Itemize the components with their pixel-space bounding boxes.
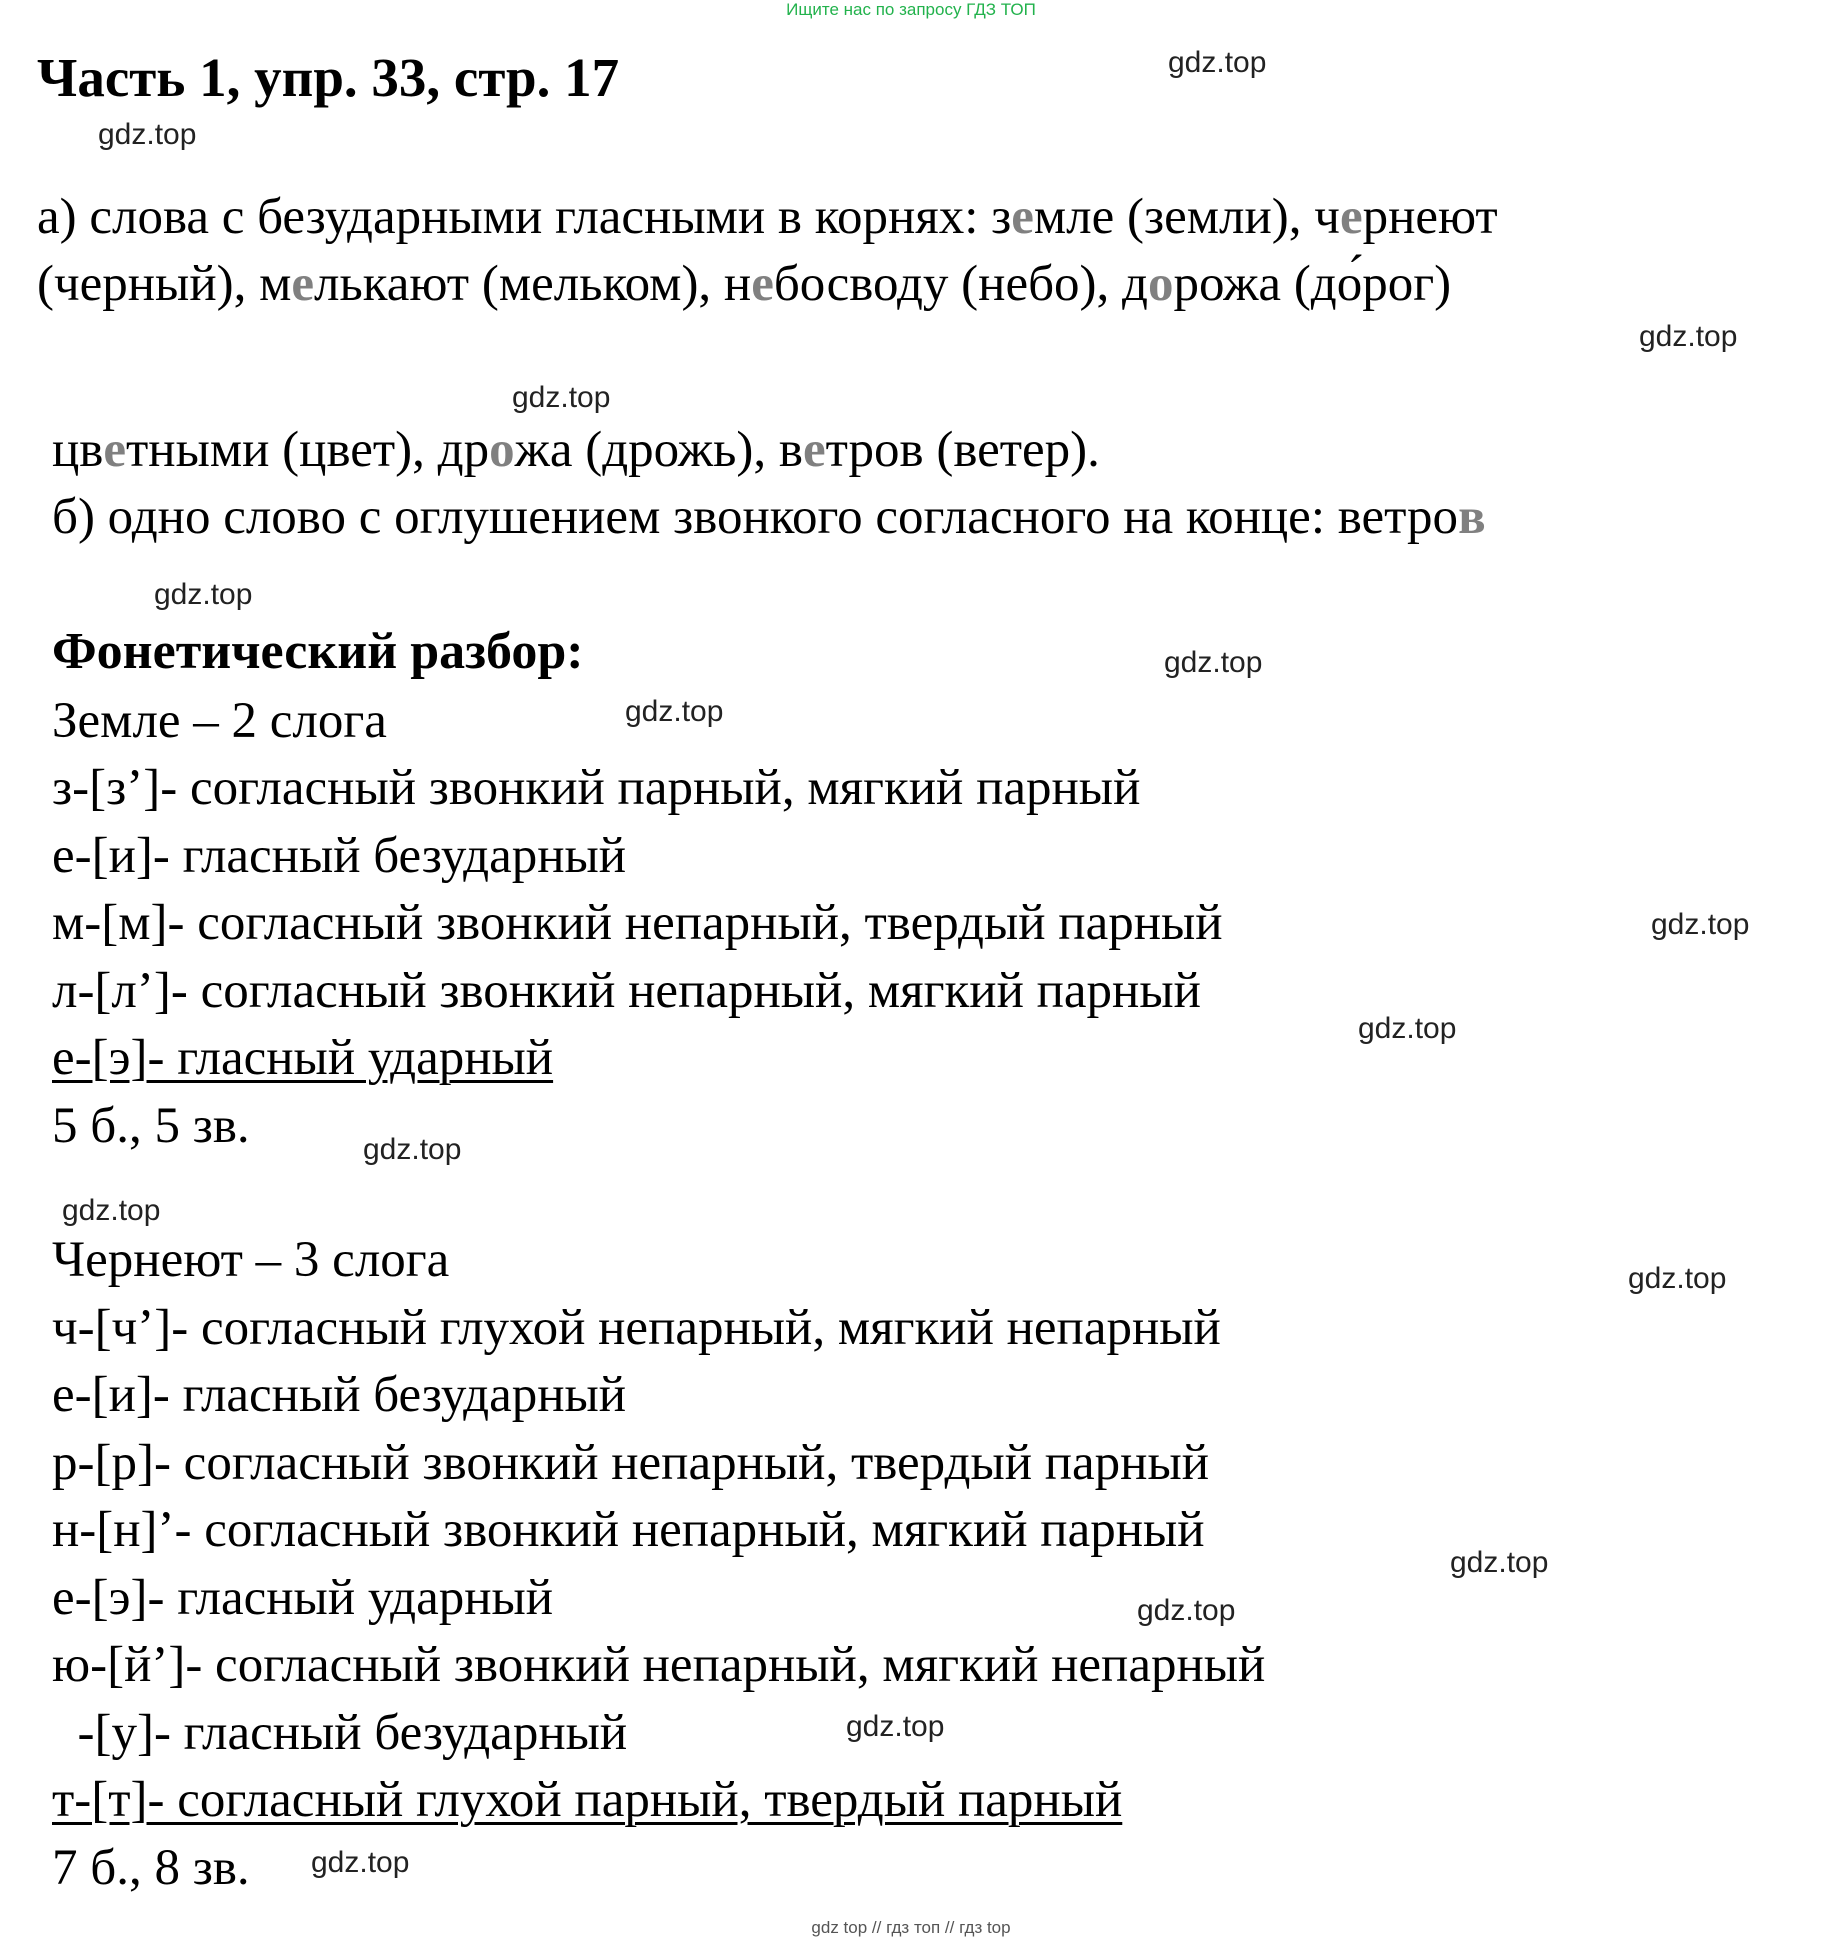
word1-sound-3: м-[м]- согласный звонкий непарный, твердый парный [52,895,1223,951]
part-a-line-1: а) слова с безударными гласными в корнях: земле (земли), чернеют [37,189,1498,245]
word1-sound-4: л-[л’]- согласный звонкий непарный, мягкий парный [52,963,1201,1019]
word1-sound-5: е-[э]- гласный ударный [52,1030,554,1086]
word2-sound-3: р-[р]- согласный звонкий непарный, твердый парный [52,1435,1210,1491]
footer-links[interactable]: gdz top // гдз топ // гдз top [811,1918,1011,1937]
watermark: gdz.top [1168,46,1267,79]
watermark: gdz.top [1628,1262,1727,1295]
watermark: gdz.top [625,695,724,728]
word2-title: Чернеют – 3 слога [52,1232,450,1288]
word2-sound-8: т-[т]- согласный глухой парный, твердый парный [52,1772,1123,1828]
watermark: gdz.top [154,578,253,611]
word2-sound-7: -[у]- гласный безударный [52,1705,628,1761]
watermark: gdz.top [311,1846,410,1879]
part-a-line-2: (черный), мелькают (мельком), небосводу (небо), дорожа (до́рог) [37,256,1452,312]
watermark: gdz.top [1639,320,1738,353]
word2-sound-4: н-[н]’- согласный звонкий непарный, мягкий парный [52,1502,1205,1558]
word1-title: Земле – 2 слога [52,693,387,749]
watermark: gdz.top [1137,1594,1236,1627]
watermark: gdz.top [1164,646,1263,679]
word2-sound-6: ю-[й’]- согласный звонкий непарный, мягкий непарный [52,1637,1266,1693]
word1-sound-1: з-[з’]- согласный звонкий парный, мягкий парный [52,760,1141,816]
watermark: gdz.top [846,1710,945,1743]
part-a-line-3: цветными (цвет), дрожа (дрожь), ветров (ветер). [52,422,1100,478]
watermark: gdz.top [98,118,197,151]
watermark: gdz.top [363,1133,462,1166]
watermark: gdz.top [1358,1012,1457,1045]
watermark: gdz.top [512,381,611,414]
watermark: gdz.top [1450,1546,1549,1579]
watermark: gdz.top [62,1194,161,1227]
word2-sound-5: е-[э]- гласный ударный [52,1570,554,1626]
word2-sound-1: ч-[ч’]- согласный глухой непарный, мягкий непарный [52,1300,1221,1356]
analysis-heading: Фонетический разбор: [52,623,584,680]
watermark: gdz.top [1651,908,1750,941]
word2-summary: 7 б., 8 зв. [52,1840,250,1896]
word1-sound-2: е-[и]- гласный безударный [52,828,627,884]
word2-sound-2: е-[и]- гласный безударный [52,1367,627,1423]
word1-summary: 5 б., 5 зв. [52,1098,250,1154]
top-banner[interactable]: Ищите нас по запросу ГДЗ ТОП [786,0,1036,19]
page-title: Часть 1, упр. 33, стр. 17 [37,47,620,108]
part-b-line: б) одно слово с оглушением звонкого согласного на конце: ветров [52,489,1486,545]
